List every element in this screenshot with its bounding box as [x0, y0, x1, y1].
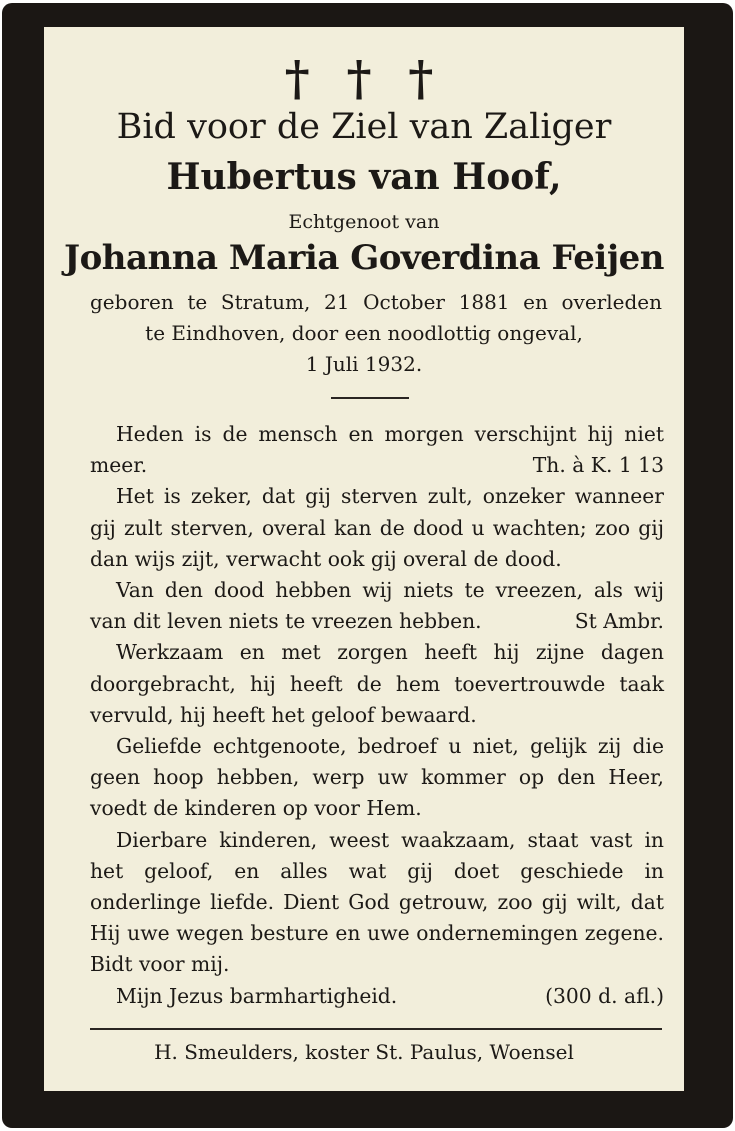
paragraph-5: Geliefde echtgenoote, bedroef u niet, gelijk zij die geen hoop hebben, werp uw kommer op den Heer, voedt de kinderen op voor Hem.	[90, 734, 664, 821]
footer-divider	[90, 1028, 662, 1030]
death-date: 1 Juli 1932.	[305, 352, 423, 376]
prayer-line: Bid voor de Ziel van Zaliger	[116, 107, 612, 147]
memorial-text	[90, 419, 664, 1012]
birth-line: geboren te Stratum, 21 October 1881 en overleden	[90, 290, 662, 314]
three-crosses-icon: † † †	[284, 51, 444, 107]
paragraph-3	[90, 575, 664, 637]
memorial-card	[2, 3, 733, 1128]
paragraph-2: Het is zeker, dat gij sterven zult, onzeker wanneer gij zult sterven, overal kan de dood u wachten; zoo gij dan wijs zijt, verwacht ook gij overal de dood.	[90, 484, 664, 571]
paragraph-1-text: Heden is de mensch en morgen verschijnt hij niet	[116, 422, 664, 446]
paragraph-3-end: van dit leven niets te vreezen hebben.	[90, 609, 482, 634]
indulgence-prayer: Mijn Jezus barmhartigheid.	[116, 983, 398, 1008]
spouse-name: Johanna Maria Goverdina Feijen	[64, 238, 664, 278]
indulgence-line	[90, 981, 664, 1012]
paragraph-3-line-1: Van den dood hebben wij niets te vreezen, als wij	[116, 578, 664, 603]
paragraph-3-citation: St Ambr.	[574, 609, 664, 634]
short-divider	[331, 397, 409, 399]
card-paper	[44, 27, 684, 1091]
paragraph-1-end: meer.	[90, 453, 148, 478]
indulgence-days: (300 d. afl.)	[545, 983, 664, 1008]
paragraph-1-citation: Th. à K. 1 13	[532, 453, 664, 478]
paragraph-3-line-2	[90, 606, 664, 637]
relation-line: Echtgenoot van	[288, 211, 440, 233]
paragraph-1-line-2	[90, 450, 664, 481]
paragraph-1-line-1	[90, 419, 664, 450]
printer-credit: H. Smeulders, koster St. Paulus, Woensel	[154, 1040, 574, 1064]
paragraph-1	[90, 419, 664, 481]
paragraph-4: Werkzaam en met zorgen heeft hij zijne dagen doorgebracht, hij heeft de hem toevertrouwde taak vervuld, hij heeft het geloof bewaard.	[90, 640, 664, 727]
death-line: te Eindhoven, door een noodlottig ongeval,	[145, 321, 583, 345]
deceased-name: Hubertus van Hoof,	[166, 156, 562, 198]
paragraph-6: Dierbare kinderen, weest waakzaam, staat vast in het geloof, en alles wat gij doet geschiede in onderlinge liefde. Dient God getrouw, zoo gij wilt, dat Hij uwe wegen besture en uwe ondernemingen zegene. Bidt voor mij.	[90, 827, 664, 977]
